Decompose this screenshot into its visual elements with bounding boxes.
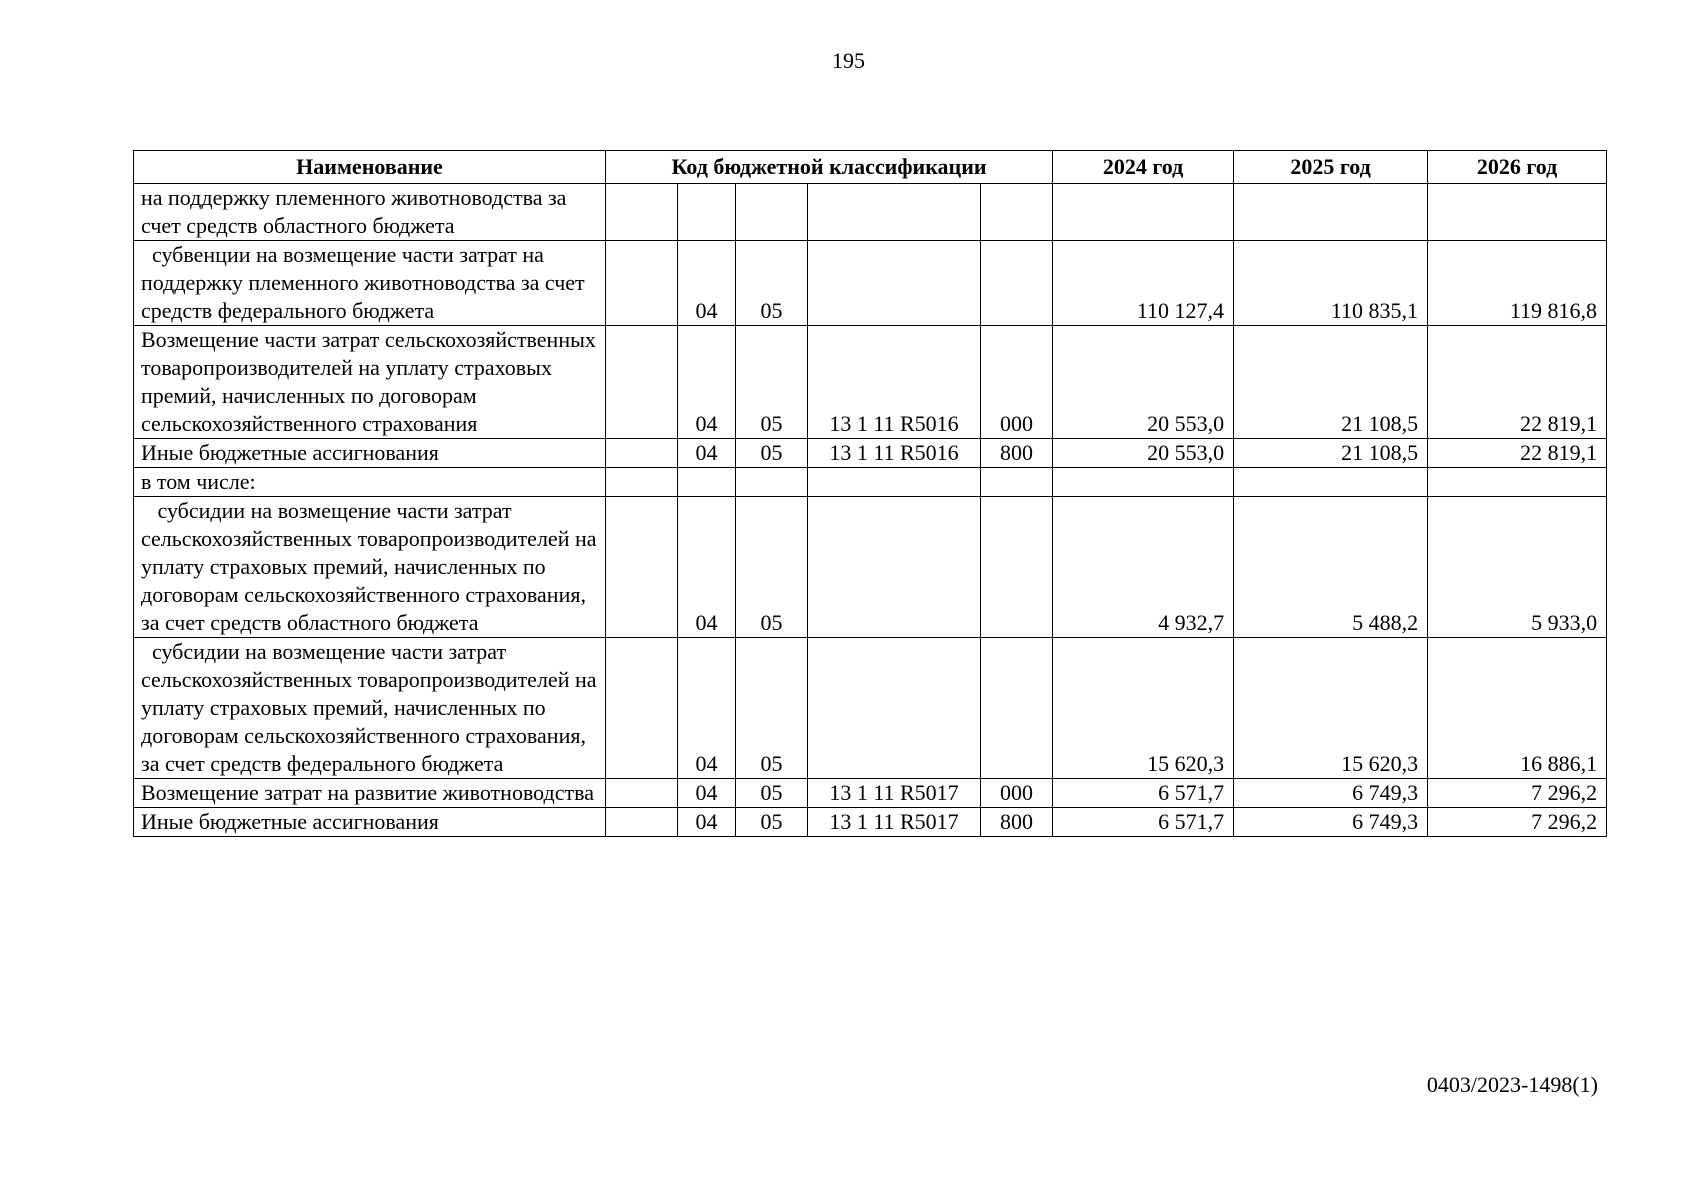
subsection-code-cell	[736, 184, 808, 241]
subsection-code-cell: 05	[736, 808, 808, 837]
table-row	[134, 808, 1607, 837]
table-row	[134, 638, 1607, 779]
target-article-cell: 13 1 11 R5017	[808, 779, 981, 808]
amount-2025-cell: 110 835,1	[1234, 241, 1428, 326]
target-article-cell	[808, 184, 981, 241]
target-article-cell	[808, 497, 981, 638]
page-number: 195	[832, 48, 865, 73]
blank-cell	[606, 184, 678, 241]
target-article-cell	[808, 638, 981, 779]
section-code-cell	[678, 184, 736, 241]
amount-2024-cell: 6 571,7	[1053, 808, 1234, 837]
name-cell: в том числе:	[134, 468, 606, 497]
name-cell: Иные бюджетные ассигнования	[134, 808, 606, 837]
header-2026: 2026 год	[1428, 151, 1607, 184]
section-code-cell: 04	[678, 779, 736, 808]
subsection-code-cell: 05	[736, 241, 808, 326]
amount-2025-cell	[1234, 468, 1428, 497]
name-cell: Иные бюджетные ассигнования	[134, 439, 606, 468]
section-code-cell: 04	[678, 241, 736, 326]
target-article-cell: 13 1 11 R5016	[808, 326, 981, 439]
amount-2025-cell: 21 108,5	[1234, 439, 1428, 468]
expense-type-cell	[981, 241, 1053, 326]
expense-type-cell: 000	[981, 779, 1053, 808]
amount-2025-cell: 15 620,3	[1234, 638, 1428, 779]
table-row	[134, 779, 1607, 808]
target-article-cell: 13 1 11 R5017	[808, 808, 981, 837]
amount-2026-cell: 16 886,1	[1428, 638, 1607, 779]
amount-2026-cell: 7 296,2	[1428, 808, 1607, 837]
amount-2024-cell: 20 553,0	[1053, 439, 1234, 468]
blank-cell	[606, 439, 678, 468]
amount-2024-cell	[1053, 468, 1234, 497]
amount-2024-cell: 20 553,0	[1053, 326, 1234, 439]
expense-type-cell: 000	[981, 326, 1053, 439]
blank-cell	[606, 808, 678, 837]
table-body	[134, 184, 1607, 837]
expense-type-cell	[981, 184, 1053, 241]
section-code-cell: 04	[678, 326, 736, 439]
amount-2025-cell	[1234, 184, 1428, 241]
amount-2025-cell: 6 749,3	[1234, 779, 1428, 808]
amount-2024-cell: 6 571,7	[1053, 779, 1234, 808]
target-article-cell: 13 1 11 R5016	[808, 439, 981, 468]
amount-2026-cell: 5 933,0	[1428, 497, 1607, 638]
amount-2026-cell: 22 819,1	[1428, 439, 1607, 468]
target-article-cell	[808, 468, 981, 497]
blank-cell	[606, 638, 678, 779]
amount-2026-cell: 119 816,8	[1428, 241, 1607, 326]
blank-cell	[606, 241, 678, 326]
subsection-code-cell: 05	[736, 439, 808, 468]
amount-2024-cell: 4 932,7	[1053, 497, 1234, 638]
table-row	[134, 184, 1607, 241]
blank-cell	[606, 779, 678, 808]
amount-2025-cell: 21 108,5	[1234, 326, 1428, 439]
name-cell: Возмещение части затрат сельскохозяйственных товаропроизводителей на уплату страховых премий, начисленных по договорам сельскохозяйственного страхования	[134, 326, 606, 439]
blank-cell	[606, 468, 678, 497]
amount-2025-cell: 6 749,3	[1234, 808, 1428, 837]
header-code: Код бюджетной классификации	[606, 151, 1053, 184]
table-row	[134, 439, 1607, 468]
blank-cell	[606, 326, 678, 439]
name-cell: субсидии на возмещение части затрат сельскохозяйственных товаропроизводителей на уплату страховых премий, начисленных по договорам сельскохозяйственного страхования, за счет средств федерального бюджета	[134, 638, 606, 779]
amount-2026-cell	[1428, 468, 1607, 497]
name-cell: на поддержку племенного животноводства за счет средств областного бюджета	[134, 184, 606, 241]
subsection-code-cell: 05	[736, 638, 808, 779]
amount-2024-cell	[1053, 184, 1234, 241]
section-code-cell: 04	[678, 638, 736, 779]
table-row	[134, 497, 1607, 638]
expense-type-cell	[981, 468, 1053, 497]
expense-type-cell	[981, 638, 1053, 779]
document-code: 0403/2023-1498(1)	[1426, 1072, 1598, 1097]
table-row	[134, 326, 1607, 439]
table-row	[134, 241, 1607, 326]
section-code-cell	[678, 468, 736, 497]
name-cell: субвенции на возмещение части затрат на поддержку племенного животноводства за счет средств федерального бюджета	[134, 241, 606, 326]
subsection-code-cell: 05	[736, 779, 808, 808]
header-2025: 2025 год	[1234, 151, 1428, 184]
amount-2026-cell: 7 296,2	[1428, 779, 1607, 808]
amount-2026-cell	[1428, 184, 1607, 241]
amount-2026-cell: 22 819,1	[1428, 326, 1607, 439]
amount-2025-cell: 5 488,2	[1234, 497, 1428, 638]
subsection-code-cell	[736, 468, 808, 497]
section-code-cell: 04	[678, 808, 736, 837]
table-row	[134, 468, 1607, 497]
expense-type-cell	[981, 497, 1053, 638]
section-code-cell: 04	[678, 439, 736, 468]
amount-2024-cell: 110 127,4	[1053, 241, 1234, 326]
table-header-row	[134, 151, 1607, 184]
blank-cell	[606, 497, 678, 638]
header-name: Наименование	[134, 151, 606, 184]
budget-table	[133, 150, 1607, 837]
header-2024: 2024 год	[1053, 151, 1234, 184]
name-cell: Возмещение затрат на развитие животноводства	[134, 779, 606, 808]
target-article-cell	[808, 241, 981, 326]
subsection-code-cell: 05	[736, 326, 808, 439]
expense-type-cell: 800	[981, 439, 1053, 468]
amount-2024-cell: 15 620,3	[1053, 638, 1234, 779]
subsection-code-cell: 05	[736, 497, 808, 638]
expense-type-cell: 800	[981, 808, 1053, 837]
section-code-cell: 04	[678, 497, 736, 638]
name-cell: субсидии на возмещение части затрат сельскохозяйственных товаропроизводителей на уплату страховых премий, начисленных по договорам сельскохозяйственного страхования, за счет средств областного бюджета	[134, 497, 606, 638]
